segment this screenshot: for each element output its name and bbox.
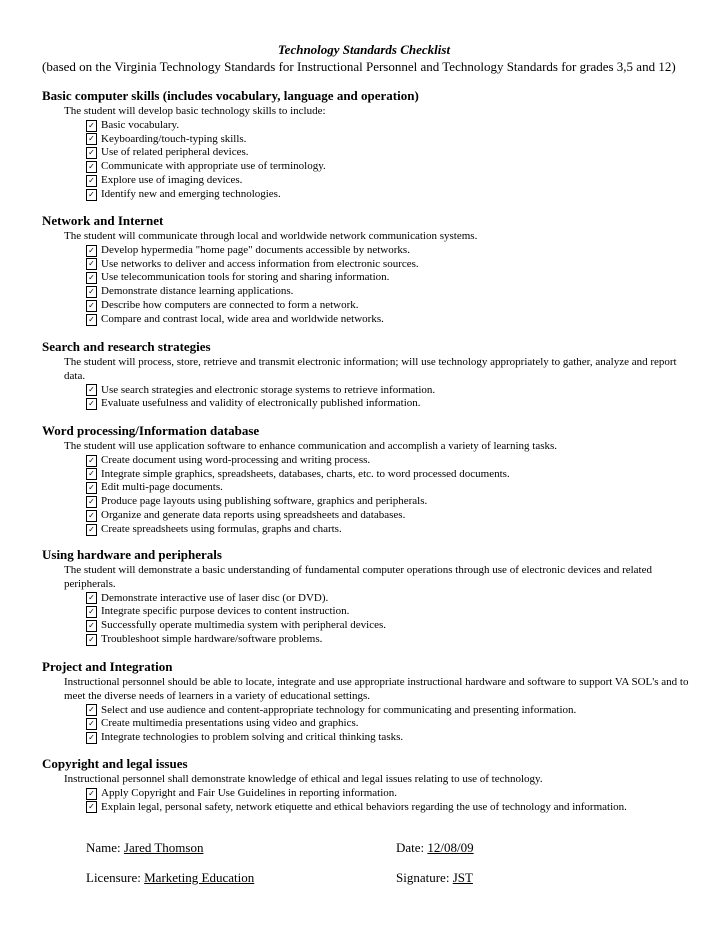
- section-intro: Instructional personnel should be able to locate, integrate and use appropriate instructional hardware and software to support VA SOL's and to meet the diverse needs of learners in a variety of educational settings.: [64, 676, 689, 702]
- section-intro: The student will develop basic technology skills to include:: [64, 105, 326, 117]
- checklist-item: [86, 244, 692, 258]
- checklist-item: [86, 481, 692, 495]
- checklist-item: [86, 454, 692, 468]
- checkbox-icon[interactable]: ✓: [86, 120, 97, 132]
- signature-label: Signature:: [396, 870, 450, 885]
- checklist-item-label: Integrate specific purpose devices to content instruction.: [101, 605, 350, 618]
- checklist-item: [86, 299, 692, 313]
- checkbox-icon[interactable]: ✓: [86, 718, 97, 730]
- section-title: Word processing/Information database: [42, 423, 260, 438]
- checkbox-icon[interactable]: ✓: [86, 592, 97, 604]
- section-title: Search and research strategies: [42, 339, 211, 354]
- checkbox-icon[interactable]: ✓: [86, 258, 97, 270]
- checklist-item: [86, 271, 692, 285]
- checklist-item: [86, 704, 692, 718]
- checklist-item-label: Use networks to deliver and access information from electronic sources.: [101, 257, 419, 270]
- checklist-item: [86, 313, 692, 327]
- signature-value: JST: [452, 870, 473, 885]
- checkbox-icon[interactable]: ✓: [86, 510, 97, 522]
- checklist-item: [86, 397, 692, 411]
- page-subtitle: (based on the Virginia Technology Standards for Instructional Personnel and Technology Standards for grades 3,5 and 12): [42, 59, 676, 74]
- checklist-item-label: Explore use of imaging devices.: [101, 173, 243, 186]
- checklist-item: [86, 509, 692, 523]
- checklist: [86, 787, 692, 815]
- name-label: Name:: [86, 840, 121, 855]
- checklist-item-label: Use search strategies and electronic storage systems to retrieve information.: [101, 383, 436, 396]
- checklist-item-label: Integrate simple graphics, spreadsheets, databases, charts, etc. to word processed documents.: [101, 467, 510, 480]
- checklist-item: [86, 119, 692, 133]
- checklist-item: [86, 146, 692, 160]
- checklist-item-label: Compare and contrast local, wide area and worldwide networks.: [101, 312, 384, 325]
- checklist-item-label: Produce page layouts using publishing software, graphics and peripherals.: [101, 495, 428, 508]
- checklist-item-label: Create multimedia presentations using video and graphics.: [101, 717, 359, 730]
- checklist-item-label: Demonstrate interactive use of laser disc (or DVD).: [101, 591, 329, 604]
- checklist-item: [86, 495, 692, 509]
- checklist-item-label: Apply Copyright and Fair Use Guidelines in reporting information.: [101, 786, 398, 799]
- date-label: Date:: [396, 840, 425, 855]
- checklist: [86, 704, 692, 745]
- checklist-item: [86, 258, 692, 272]
- section-intro: The student will process, store, retrieve and transmit electronic information; will use technology appropriately to gather, analyze and report data.: [64, 356, 677, 382]
- checkbox-icon[interactable]: ✓: [86, 189, 97, 201]
- checkbox-icon[interactable]: ✓: [86, 606, 97, 618]
- section-title: Copyright and legal issues: [42, 756, 188, 771]
- section-title: Using hardware and peripherals: [42, 547, 222, 562]
- section-title: Basic computer skills (includes vocabulary, language and operation): [42, 88, 419, 103]
- section-intro: The student will use application software to enhance communication and accomplish a variety of learning tasks.: [64, 440, 558, 452]
- checklist: [86, 454, 692, 537]
- checklist-item-label: Use telecommunication tools for storing and sharing information.: [101, 271, 390, 284]
- checklist-item-label: Create spreadsheets using formulas, graphs and charts.: [101, 522, 342, 535]
- checklist-item-label: Develop hypermedia "home page" documents accessible by networks.: [101, 243, 410, 256]
- checkbox-icon[interactable]: ✓: [86, 300, 97, 312]
- checkbox-icon[interactable]: ✓: [86, 620, 97, 632]
- checklist-item: [86, 174, 692, 188]
- checkbox-icon[interactable]: ✓: [86, 398, 97, 410]
- checklist-item: [86, 633, 692, 647]
- checkbox-icon[interactable]: ✓: [86, 147, 97, 159]
- section-title: Network and Internet: [42, 213, 164, 228]
- checklist-item: [86, 188, 692, 202]
- section-title: Project and Integration: [42, 659, 173, 674]
- checklist-item: [86, 801, 692, 815]
- section: [42, 756, 692, 814]
- checklist-item: [86, 619, 692, 633]
- section: [42, 88, 692, 202]
- checklist: [86, 592, 692, 647]
- checkbox-icon[interactable]: ✓: [86, 175, 97, 187]
- checkbox-icon[interactable]: ✓: [86, 634, 97, 646]
- checklist-item-label: Create document using word-processing and writing process.: [101, 453, 371, 466]
- section: [42, 423, 692, 537]
- checklist-item: [86, 605, 692, 619]
- checkbox-icon[interactable]: ✓: [86, 524, 97, 536]
- name-value: Jared Thomson: [123, 840, 204, 855]
- checklist-item: [86, 523, 692, 537]
- checklist-item-label: Troubleshoot simple hardware/software problems.: [101, 632, 323, 645]
- checklist: [86, 119, 692, 202]
- section-intro: The student will communicate through local and worldwide network communication systems.: [64, 230, 478, 242]
- checkbox-icon[interactable]: ✓: [86, 455, 97, 467]
- checklist-item: [86, 285, 692, 299]
- checklist-item-label: Demonstrate distance learning applications.: [101, 285, 294, 298]
- licensure-label: Licensure:: [86, 870, 141, 885]
- date-value: 12/08/09: [427, 840, 474, 855]
- checkbox-icon[interactable]: ✓: [86, 482, 97, 494]
- checklist-item-label: Select and use audience and content-appropriate technology for communicating and presenting information.: [101, 703, 577, 716]
- checklist-item-label: Edit multi-page documents.: [101, 481, 223, 494]
- section-intro: Instructional personnel shall demonstrate knowledge of ethical and legal issues relating to use of technology.: [64, 773, 543, 785]
- checkbox-icon[interactable]: ✓: [86, 384, 97, 396]
- checkbox-icon[interactable]: ✓: [86, 245, 97, 257]
- checkbox-icon[interactable]: ✓: [86, 286, 97, 298]
- checklist-item: [86, 717, 692, 731]
- checklist-item-label: Keyboarding/touch-typing skills.: [101, 132, 247, 145]
- checklist-item-label: Communicate with appropriate use of terminology.: [101, 160, 326, 173]
- checkbox-icon[interactable]: ✓: [86, 314, 97, 326]
- licensure-value: Marketing Education: [144, 870, 255, 885]
- checklist: [86, 384, 692, 412]
- checklist-item: [86, 468, 692, 482]
- checklist-item-label: Identify new and emerging technologies.: [101, 187, 281, 200]
- checklist-item: [86, 592, 692, 606]
- checklist-item-label: Successfully operate multimedia system with peripheral devices.: [101, 619, 387, 632]
- checklist-item: [86, 133, 692, 147]
- section: [42, 213, 692, 327]
- checklist-item-label: Integrate technologies to problem solving and critical thinking tasks.: [101, 731, 404, 744]
- licensure-row: [86, 870, 254, 886]
- checkbox-icon[interactable]: ✓: [86, 272, 97, 284]
- section: [42, 547, 692, 647]
- signature-row: [396, 870, 473, 886]
- checkbox-icon[interactable]: ✓: [86, 161, 97, 173]
- checklist-item-label: Describe how computers are connected to form a network.: [101, 298, 359, 311]
- section-intro: The student will demonstrate a basic understanding of fundamental computer operations through use of electronic devices and related peripherals.: [64, 564, 653, 590]
- checklist-item: [86, 731, 692, 745]
- checklist-item: [86, 787, 692, 801]
- checklist-item-label: Organize and generate data reports using spreadsheets and databases.: [101, 508, 406, 521]
- checkbox-icon[interactable]: ✓: [86, 788, 97, 800]
- section: [42, 339, 692, 411]
- checklist-item: [86, 160, 692, 174]
- checklist-item-label: Evaluate usefulness and validity of electronically published information.: [101, 397, 421, 410]
- checkbox-icon[interactable]: ✓: [86, 801, 97, 813]
- checklist-item: [86, 384, 692, 398]
- page-title: Technology Standards Checklist: [277, 42, 451, 57]
- checklist-item-label: Explain legal, personal safety, network etiquette and ethical behaviors regarding the use of technology and information.: [101, 800, 627, 813]
- name-row: [86, 840, 203, 856]
- checkbox-icon[interactable]: ✓: [86, 732, 97, 744]
- checkbox-icon[interactable]: ✓: [86, 704, 97, 716]
- checklist-item-label: Use of related peripheral devices.: [101, 146, 249, 159]
- checkbox-icon[interactable]: ✓: [86, 468, 97, 480]
- checkbox-icon[interactable]: ✓: [86, 496, 97, 508]
- section: [42, 659, 692, 745]
- checkbox-icon[interactable]: ✓: [86, 133, 97, 145]
- checklist: [86, 244, 692, 327]
- checklist-item-label: Basic vocabulary.: [101, 118, 180, 131]
- date-row: [396, 840, 474, 856]
